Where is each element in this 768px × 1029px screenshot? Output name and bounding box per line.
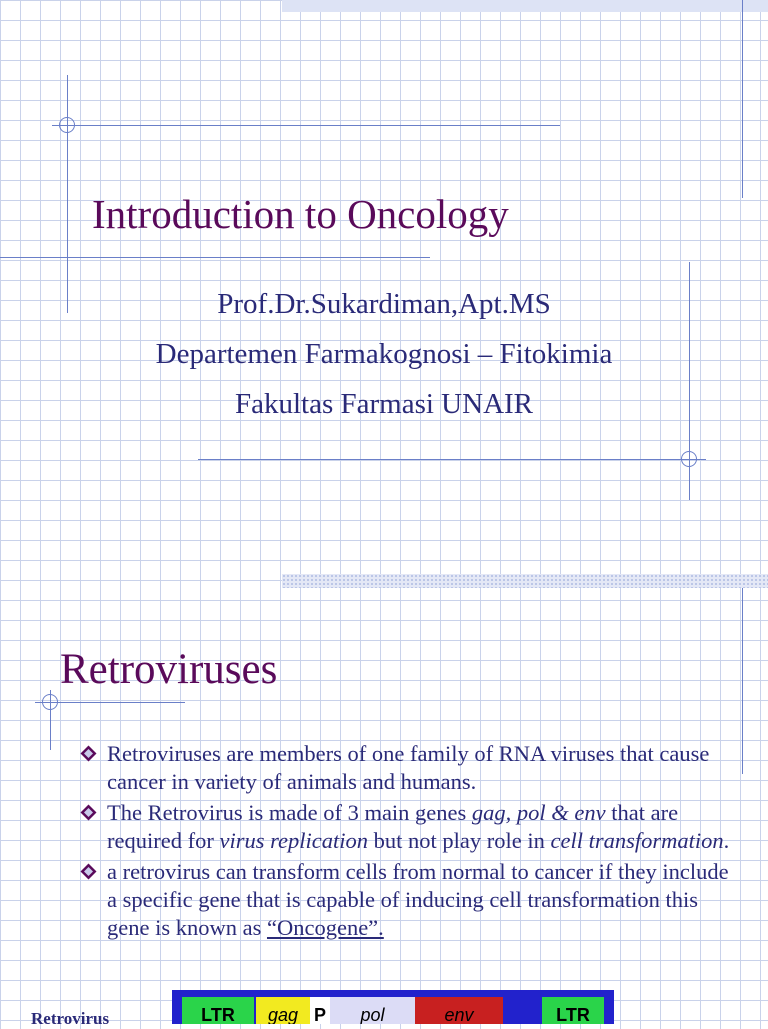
slide-title: Introduction to Oncology xyxy=(92,191,509,237)
decor-vline xyxy=(67,75,68,313)
section-title: Retroviruses xyxy=(60,646,278,693)
list-item xyxy=(76,740,736,796)
oncogene-term: “Oncogene”. xyxy=(266,915,384,940)
virus-replication-term: virus replication xyxy=(219,828,368,853)
bullet-text: a retrovirus can transform cells from normal to cancer if they include a specific gene that is capable of inducing cell transformation this gene is known as xyxy=(107,859,729,940)
decor-vline xyxy=(742,588,743,774)
decor-hline xyxy=(198,459,706,460)
bullet-text: but not play role in xyxy=(367,828,551,853)
pol-segment: pol xyxy=(330,997,415,1024)
department-name: Departemen Farmakognosi – Fitokimia xyxy=(155,338,613,370)
decor-circle-icon xyxy=(59,117,75,133)
bullet-list xyxy=(76,740,736,945)
decor-vline xyxy=(742,0,743,198)
bullet-text: The Retrovirus is made of 3 main genes xyxy=(107,800,472,825)
author-name: Prof.Dr.Sukardiman,Apt.MS xyxy=(217,288,551,320)
list-item xyxy=(76,799,736,855)
figure-label: Retrovirus xyxy=(31,1009,110,1028)
list-item xyxy=(76,858,736,942)
decor-hline xyxy=(52,125,560,126)
slide-separator xyxy=(282,574,768,588)
top-band xyxy=(282,0,768,12)
env-segment: env xyxy=(415,997,503,1024)
diamond-bullet-icon xyxy=(80,745,97,762)
p-segment: P xyxy=(310,997,330,1024)
decor-circle-icon xyxy=(42,694,58,710)
gene-names: gag, pol & env xyxy=(471,800,606,825)
bullet-text: . xyxy=(723,828,730,853)
cell-transformation-term: cell transformation xyxy=(550,828,724,853)
bullet-text: Retroviruses are members of one family of RNA viruses that cause cancer in variety of animals and humans. xyxy=(107,741,710,794)
diamond-bullet-icon xyxy=(80,804,97,821)
decor-circle-icon xyxy=(681,451,697,467)
decor-hline xyxy=(0,257,430,258)
bullet-text: that are required for xyxy=(107,800,679,853)
diamond-bullet-icon xyxy=(80,863,97,880)
gag-segment: gag xyxy=(256,997,310,1024)
retrovirus-genome-diagram xyxy=(172,990,614,1024)
ltr-right-segment: LTR xyxy=(542,997,604,1024)
faculty-name: Fakultas Farmasi UNAIR xyxy=(234,388,534,420)
ltr-left-segment: LTR xyxy=(182,997,254,1024)
